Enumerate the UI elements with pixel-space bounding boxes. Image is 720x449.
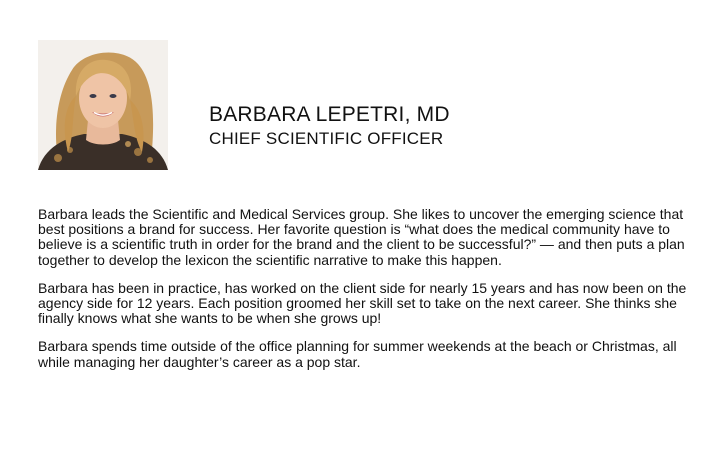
profile-photo — [38, 40, 168, 170]
bio-paragraph: Barbara has been in practice, has worked on the client side for nearly 15 years and has now been on the agency side for 12 years. Each position groomed her skill set to take on the next career. She thinks she finally knows what she wants to be when she grows up! — [38, 279, 687, 327]
person-name: BARBARA LEPETRI, MD — [209, 103, 450, 126]
portrait-image — [38, 40, 168, 170]
person-title: CHIEF SCIENTIFIC OFFICER — [209, 129, 444, 148]
bio-paragraph: Barbara spends time outside of the office planning for summer weekends at the beach or Christmas, all while managing her daughter’s career as a pop star. — [38, 338, 677, 370]
biography — [38, 207, 710, 383]
profile-header — [209, 102, 450, 150]
bio-paragraph: Barbara leads the Scientific and Medical Services group. She likes to uncover the emerging science that best positions a brand for success. Her favorite question is “what does the medical community have to believe is a scientific truth in order for the brand and the client to be successful?” — and then puts a plan together to develop the lexicon the scientific narrative to make this happen. — [38, 206, 685, 268]
